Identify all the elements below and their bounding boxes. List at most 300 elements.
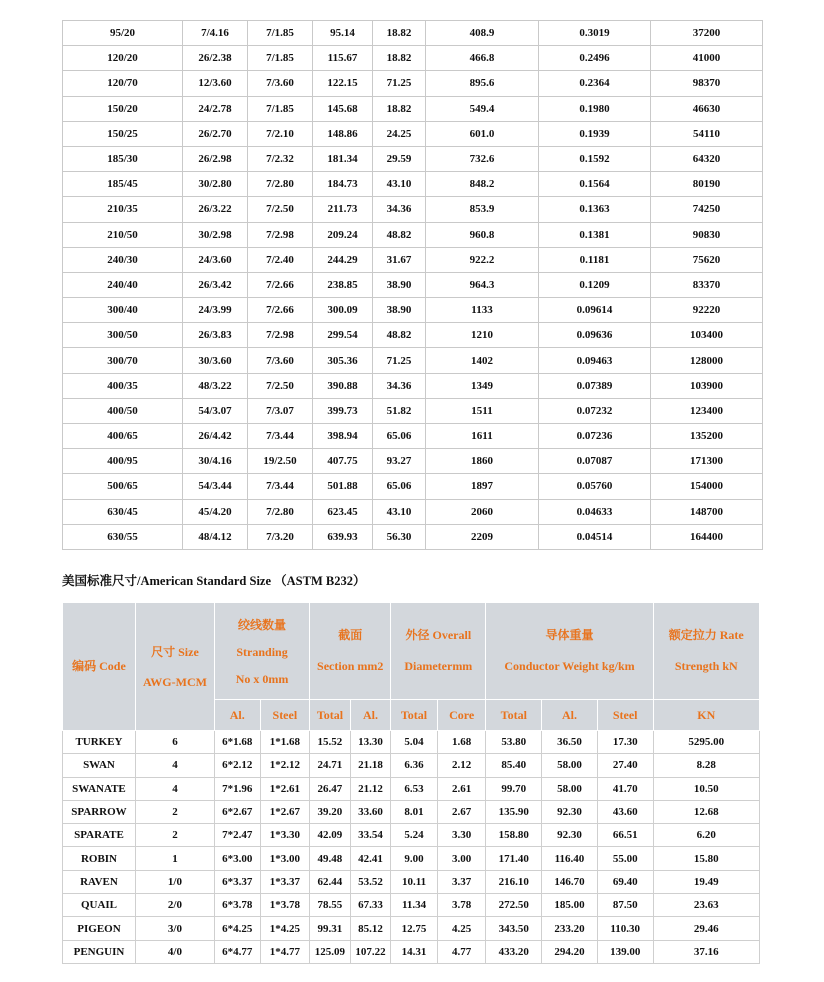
table-cell: 5.04	[391, 731, 438, 754]
table-cell: 2/0	[135, 894, 214, 917]
table-row	[63, 754, 760, 777]
table-cell: 1*1.68	[260, 731, 310, 754]
table-cell: 233.20	[542, 917, 598, 940]
table-row	[63, 247, 763, 272]
table-cell: 1133	[426, 298, 539, 323]
header-diameter-line1: 外径 Overall	[405, 628, 472, 642]
table-cell: 18.82	[373, 21, 426, 46]
row-code-cell: QUAIL	[63, 894, 136, 917]
table-cell: 19.49	[653, 870, 759, 893]
table-cell: 300/40	[63, 298, 183, 323]
table-cell: 48/4.12	[183, 524, 248, 549]
row-code-cell: SPARATE	[63, 824, 136, 847]
table-cell: 0.09636	[539, 323, 651, 348]
subheader-cell: Total	[486, 700, 542, 731]
table-cell: 549.4	[426, 96, 539, 121]
table-cell: 41000	[651, 46, 763, 71]
table-cell: 210/35	[63, 197, 183, 222]
table-cell: 31.67	[373, 247, 426, 272]
table-row	[63, 894, 760, 917]
table-cell: 1/0	[135, 870, 214, 893]
table-cell: 53.52	[350, 870, 391, 893]
table-cell: 2	[135, 824, 214, 847]
table-cell: 58.00	[542, 754, 598, 777]
table-cell: 3/0	[135, 917, 214, 940]
american-table-head	[63, 603, 760, 731]
table-cell: 66.51	[597, 824, 653, 847]
table-cell: 33.54	[350, 824, 391, 847]
table-cell: 46630	[651, 96, 763, 121]
table-cell: 12.68	[653, 800, 759, 823]
table-cell: 7/2.98	[248, 323, 313, 348]
table-cell: 0.1980	[539, 96, 651, 121]
table-cell: 65.06	[373, 474, 426, 499]
table-cell: 400/50	[63, 398, 183, 423]
table-cell: 17.30	[597, 731, 653, 754]
table-cell: 24.25	[373, 121, 426, 146]
table-cell: 185.00	[542, 894, 598, 917]
table-cell: 48/3.22	[183, 373, 248, 398]
table-row	[63, 121, 763, 146]
table-row	[63, 731, 760, 754]
table-cell: 1402	[426, 348, 539, 373]
table-cell: 15.52	[310, 731, 351, 754]
table-cell: 960.8	[426, 222, 539, 247]
table-cell: 23.63	[653, 894, 759, 917]
table-cell: 630/45	[63, 499, 183, 524]
table-cell: 184.73	[313, 172, 373, 197]
table-cell: 103400	[651, 323, 763, 348]
table-cell: 64320	[651, 146, 763, 171]
table-cell: 6*3.00	[214, 847, 260, 870]
table-row	[63, 474, 763, 499]
table-cell: 4	[135, 777, 214, 800]
table-cell: 62.44	[310, 870, 351, 893]
table-cell: 12/3.60	[183, 71, 248, 96]
table-cell: 1511	[426, 398, 539, 423]
row-code-cell: ROBIN	[63, 847, 136, 870]
table-cell: 7*2.47	[214, 824, 260, 847]
table-row	[63, 870, 760, 893]
table-cell: 158.80	[486, 824, 542, 847]
table-cell: 400/65	[63, 424, 183, 449]
table-cell: 240/40	[63, 272, 183, 297]
table-cell: 15.80	[653, 847, 759, 870]
table-cell: 6*2.12	[214, 754, 260, 777]
table-cell: 56.30	[373, 524, 426, 549]
table-cell: 0.1592	[539, 146, 651, 171]
table-cell: 7/2.10	[248, 121, 313, 146]
header-weight-line2: Conductor Weight kg/km	[504, 659, 635, 673]
table-cell: 7/3.60	[248, 348, 313, 373]
table-cell: 1860	[426, 449, 539, 474]
table-cell: 145.68	[313, 96, 373, 121]
table-cell: 7/2.32	[248, 146, 313, 171]
table-cell: 238.85	[313, 272, 373, 297]
table-cell: 300.09	[313, 298, 373, 323]
table-cell: 67.33	[350, 894, 391, 917]
table-cell: 10.50	[653, 777, 759, 800]
table-cell: 5.24	[391, 824, 438, 847]
table-cell: 6.53	[391, 777, 438, 800]
table-cell: 1*4.77	[260, 940, 310, 963]
table-cell: 13.30	[350, 731, 391, 754]
table-cell: 6*3.37	[214, 870, 260, 893]
table-cell: 185/45	[63, 172, 183, 197]
table-cell: 4.77	[437, 940, 486, 963]
table-cell: 272.50	[486, 894, 542, 917]
table-cell: 0.2364	[539, 71, 651, 96]
subheader-cell: Al.	[542, 700, 598, 731]
table-cell: 24/3.60	[183, 247, 248, 272]
header-strength-line2: Strength kN	[674, 659, 738, 673]
table-cell: 2.67	[437, 800, 486, 823]
table-cell: 4/0	[135, 940, 214, 963]
table-cell: 29.46	[653, 917, 759, 940]
table-cell: 37200	[651, 21, 763, 46]
table-cell: 2209	[426, 524, 539, 549]
table-row	[63, 373, 763, 398]
table-cell: 48.82	[373, 222, 426, 247]
table-cell: 26/4.42	[183, 424, 248, 449]
table-cell: 400/35	[63, 373, 183, 398]
table-cell: 26/3.22	[183, 197, 248, 222]
table-cell: 87.50	[597, 894, 653, 917]
table-cell: 3.78	[437, 894, 486, 917]
table-cell: 150/20	[63, 96, 183, 121]
table-cell: 75620	[651, 247, 763, 272]
table-cell: 71.25	[373, 71, 426, 96]
table-cell: 107.22	[350, 940, 391, 963]
table-cell: 135200	[651, 424, 763, 449]
table-cell: 80190	[651, 172, 763, 197]
table-cell: 6*4.25	[214, 917, 260, 940]
subheader-cell: Core	[437, 700, 486, 731]
table-cell: 58.00	[542, 777, 598, 800]
table-cell: 27.40	[597, 754, 653, 777]
table-cell: 103900	[651, 373, 763, 398]
header-diameter	[391, 603, 486, 700]
header-strength-line1: 额定拉力 Rate	[668, 628, 744, 642]
table-cell: 37.16	[653, 940, 759, 963]
table-cell: 2.61	[437, 777, 486, 800]
table-cell: 398.94	[313, 424, 373, 449]
table-cell: 964.3	[426, 272, 539, 297]
section-title: 美国标准尺寸/American Standard Size （ASTM B232）	[62, 574, 366, 588]
table-cell: 8.28	[653, 754, 759, 777]
table-cell: 85.40	[486, 754, 542, 777]
table-cell: 34.36	[373, 373, 426, 398]
table-cell: 300/70	[63, 348, 183, 373]
header-stranding	[214, 603, 309, 700]
table-cell: 7/3.20	[248, 524, 313, 549]
table-cell: 299.54	[313, 323, 373, 348]
table-cell: 0.07087	[539, 449, 651, 474]
table-row	[63, 348, 763, 373]
table-cell: 14.31	[391, 940, 438, 963]
table-cell: 139.00	[597, 940, 653, 963]
table-row	[63, 824, 760, 847]
table-row	[63, 424, 763, 449]
table-cell: 26/3.42	[183, 272, 248, 297]
table-cell: 6*3.78	[214, 894, 260, 917]
table-cell: 399.73	[313, 398, 373, 423]
table-cell: 408.9	[426, 21, 539, 46]
table-cell: 3.30	[437, 824, 486, 847]
table-cell: 1*2.61	[260, 777, 310, 800]
table-cell: 43.60	[597, 800, 653, 823]
table-cell: 48.82	[373, 323, 426, 348]
table-cell: 71.25	[373, 348, 426, 373]
table-cell: 171300	[651, 449, 763, 474]
table-cell: 21.18	[350, 754, 391, 777]
table-cell: 7/2.80	[248, 499, 313, 524]
table-cell: 7/3.60	[248, 71, 313, 96]
table-cell: 9.00	[391, 847, 438, 870]
table-cell: 55.00	[597, 847, 653, 870]
row-code-cell: PENGUIN	[63, 940, 136, 963]
table-row	[63, 46, 763, 71]
table-cell: 895.6	[426, 71, 539, 96]
table-cell: 3.37	[437, 870, 486, 893]
table-row	[63, 777, 760, 800]
subheader-cell: Al.	[350, 700, 391, 731]
header-diameter-line2: Diametermm	[404, 659, 473, 673]
table-cell: 0.3019	[539, 21, 651, 46]
table-cell: 93.27	[373, 449, 426, 474]
table-cell: 150/25	[63, 121, 183, 146]
table-cell: 43.10	[373, 172, 426, 197]
table-row	[63, 917, 760, 940]
table-cell: 65.06	[373, 424, 426, 449]
table-cell: 7/2.50	[248, 197, 313, 222]
table-cell: 7/3.44	[248, 424, 313, 449]
header-size-line2: AWG-MCM	[142, 674, 207, 689]
table-cell: 2.12	[437, 754, 486, 777]
table-cell: 8.01	[391, 800, 438, 823]
table-cell: 0.1181	[539, 247, 651, 272]
table-cell: 0.1564	[539, 172, 651, 197]
table-cell: 18.82	[373, 96, 426, 121]
table-cell: 92.30	[542, 824, 598, 847]
table-cell: 922.2	[426, 247, 539, 272]
table-cell: 115.67	[313, 46, 373, 71]
table-cell: 54110	[651, 121, 763, 146]
table-cell: 7/1.85	[248, 46, 313, 71]
table-cell: 7/3.07	[248, 398, 313, 423]
table-cell: 45/4.20	[183, 499, 248, 524]
table-cell: 6.36	[391, 754, 438, 777]
table-cell: 123400	[651, 398, 763, 423]
table-cell: 128000	[651, 348, 763, 373]
header-strength	[653, 603, 759, 700]
header-weight-line1: 导体重量	[545, 628, 594, 642]
table-cell: 7*1.96	[214, 777, 260, 800]
table-cell: 171.40	[486, 847, 542, 870]
table-cell: 1*3.00	[260, 847, 310, 870]
table-cell: 305.36	[313, 348, 373, 373]
table-cell: 1*3.30	[260, 824, 310, 847]
table-cell: 4.25	[437, 917, 486, 940]
table-cell: 78.55	[310, 894, 351, 917]
table-cell: 0.1939	[539, 121, 651, 146]
table-cell: 1*3.37	[260, 870, 310, 893]
row-code-cell: SPARROW	[63, 800, 136, 823]
table-cell: 148700	[651, 499, 763, 524]
table-cell: 7/2.66	[248, 272, 313, 297]
table-cell: 7/3.44	[248, 474, 313, 499]
table-row	[63, 847, 760, 870]
table-cell: 343.50	[486, 917, 542, 940]
table-cell: 2	[135, 800, 214, 823]
table-cell: 433.20	[486, 940, 542, 963]
table-cell: 0.04514	[539, 524, 651, 549]
table-cell: 135.90	[486, 800, 542, 823]
header-stranding-line2: Stranding	[236, 644, 288, 659]
subheader-cell: Al.	[214, 700, 260, 731]
table-cell: 43.10	[373, 499, 426, 524]
table-cell: 42.09	[310, 824, 351, 847]
table-cell: 24/3.99	[183, 298, 248, 323]
table-cell: 164400	[651, 524, 763, 549]
table-cell: 99.70	[486, 777, 542, 800]
header-section	[310, 603, 391, 700]
table-cell: 1*2.12	[260, 754, 310, 777]
table-cell: 853.9	[426, 197, 539, 222]
table-cell: 244.29	[313, 247, 373, 272]
table-cell: 116.40	[542, 847, 598, 870]
table-cell: 0.1381	[539, 222, 651, 247]
table-cell: 7/1.85	[248, 96, 313, 121]
table-cell: 19/2.50	[248, 449, 313, 474]
table-cell: 7/2.98	[248, 222, 313, 247]
table-cell: 26/3.83	[183, 323, 248, 348]
row-code-cell: TURKEY	[63, 731, 136, 754]
table-cell: 1611	[426, 424, 539, 449]
table-cell: 501.88	[313, 474, 373, 499]
table-row	[63, 323, 763, 348]
table-cell: 21.12	[350, 777, 391, 800]
table-cell: 1897	[426, 474, 539, 499]
table-cell: 122.15	[313, 71, 373, 96]
table-row	[63, 524, 763, 549]
table-cell: 83370	[651, 272, 763, 297]
table-cell: 300/50	[63, 323, 183, 348]
american-table-body	[63, 731, 760, 964]
table-cell: 0.07389	[539, 373, 651, 398]
table-cell: 294.20	[542, 940, 598, 963]
table-cell: 1	[135, 847, 214, 870]
table-cell: 601.0	[426, 121, 539, 146]
table-row	[63, 298, 763, 323]
table-cell: 74250	[651, 197, 763, 222]
table-cell: 466.8	[426, 46, 539, 71]
table-cell: 240/30	[63, 247, 183, 272]
table-cell: 1*3.78	[260, 894, 310, 917]
table-cell: 2060	[426, 499, 539, 524]
table-cell: 85.12	[350, 917, 391, 940]
table-cell: 120/20	[63, 46, 183, 71]
row-code-cell: SWAN	[63, 754, 136, 777]
table-cell: 30/3.60	[183, 348, 248, 373]
table-cell: 11.34	[391, 894, 438, 917]
row-code-cell: RAVEN	[63, 870, 136, 893]
table-cell: 26.47	[310, 777, 351, 800]
table-cell: 98370	[651, 71, 763, 96]
table-cell: 3.00	[437, 847, 486, 870]
header-section-line1: 截面	[338, 628, 363, 642]
table-cell: 42.41	[350, 847, 391, 870]
table-cell: 1210	[426, 323, 539, 348]
table-cell: 90830	[651, 222, 763, 247]
header-weight	[486, 603, 653, 700]
table-cell: 7/1.85	[248, 21, 313, 46]
table-cell: 38.90	[373, 298, 426, 323]
table-cell: 154000	[651, 474, 763, 499]
table-cell: 146.70	[542, 870, 598, 893]
table-cell: 99.31	[310, 917, 351, 940]
table-cell: 209.24	[313, 222, 373, 247]
table-cell: 54/3.44	[183, 474, 248, 499]
subheader-cell: Total	[391, 700, 438, 731]
header-code: 编码 Code	[63, 603, 136, 731]
table-cell: 211.73	[313, 197, 373, 222]
subheader-cell: Total	[310, 700, 351, 731]
table-cell: 216.10	[486, 870, 542, 893]
header-stranding-line1: 绞线数量	[238, 617, 287, 632]
subheader-cell: Steel	[597, 700, 653, 731]
table-cell: 120/70	[63, 71, 183, 96]
table-row	[63, 499, 763, 524]
table-row	[63, 71, 763, 96]
conductor-specs-table	[62, 20, 763, 550]
table-cell: 623.45	[313, 499, 373, 524]
table-cell: 0.09463	[539, 348, 651, 373]
table-cell: 38.90	[373, 272, 426, 297]
table-cell: 148.86	[313, 121, 373, 146]
table-cell: 0.1363	[539, 197, 651, 222]
table-cell: 6	[135, 731, 214, 754]
conductor-specs-body	[63, 21, 763, 550]
table-cell: 407.75	[313, 449, 373, 474]
table-cell: 1*2.67	[260, 800, 310, 823]
table-cell: 7/2.66	[248, 298, 313, 323]
subheader-cell: KN	[653, 700, 759, 731]
table-cell: 30/2.80	[183, 172, 248, 197]
table-cell: 7/2.50	[248, 373, 313, 398]
table-cell: 6.20	[653, 824, 759, 847]
table-cell: 1349	[426, 373, 539, 398]
table-cell: 0.1209	[539, 272, 651, 297]
table-cell: 500/65	[63, 474, 183, 499]
table-cell: 49.48	[310, 847, 351, 870]
table-row	[63, 172, 763, 197]
table-cell: 7/2.40	[248, 247, 313, 272]
table-cell: 390.88	[313, 373, 373, 398]
table-row	[63, 800, 760, 823]
table-cell: 29.59	[373, 146, 426, 171]
american-standard-table	[62, 602, 760, 964]
header-stranding-line3: No x 0mm	[235, 671, 289, 686]
table-cell: 0.05760	[539, 474, 651, 499]
table-cell: 185/30	[63, 146, 183, 171]
table-row	[63, 197, 763, 222]
table-cell: 6*2.67	[214, 800, 260, 823]
table-cell: 36.50	[542, 731, 598, 754]
table-cell: 5295.00	[653, 731, 759, 754]
table-cell: 0.07236	[539, 424, 651, 449]
table-cell: 69.40	[597, 870, 653, 893]
